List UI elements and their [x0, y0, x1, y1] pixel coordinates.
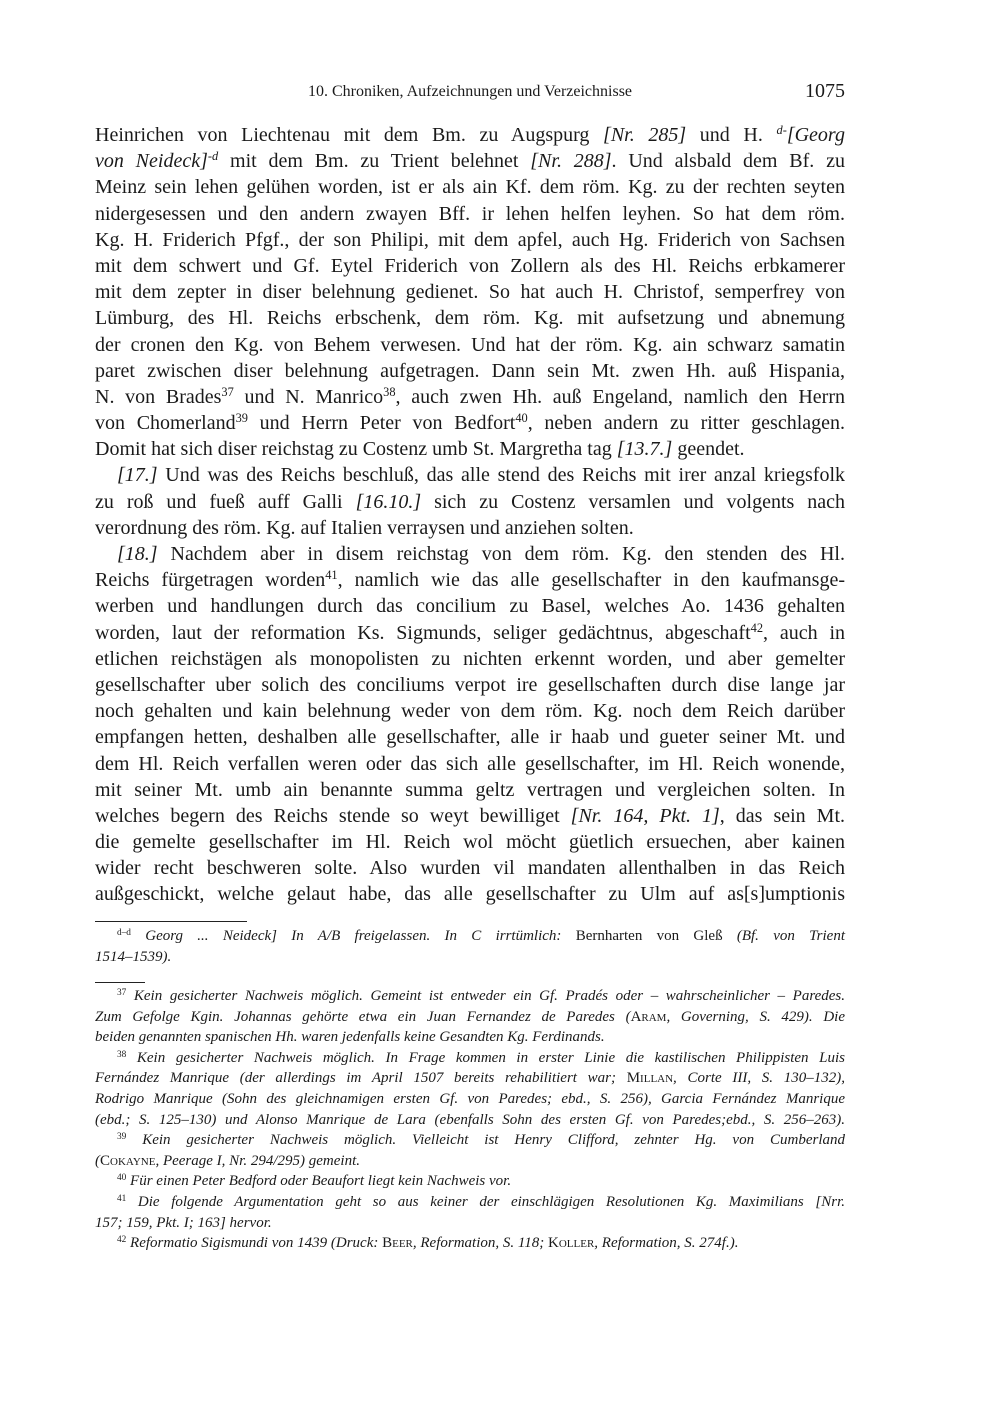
- text-line: [95, 541, 845, 567]
- text-line: [95, 672, 845, 698]
- text-segment: und Herrn Peter von Bedfort: [247, 412, 516, 435]
- italic-text: [Nr. 285]: [603, 124, 687, 146]
- text-line: [95, 201, 845, 227]
- apparatus-line: [95, 926, 845, 947]
- text-line: [95, 410, 845, 436]
- text-line: [95, 305, 845, 331]
- text-segment: die gemelte gesellschafter im Hl. Reich wol möcht güetlich ersuechen, aber kainen: [95, 831, 845, 854]
- footnote-marker: d-: [776, 123, 787, 138]
- text-segment: (Bf. von Trient: [736, 928, 846, 944]
- footnote-marker: 39: [117, 1132, 127, 1143]
- footnote-marker: 42: [750, 620, 764, 635]
- text-line: [95, 803, 845, 829]
- text-segment: (ebd.; S. 125–130) und Alonso Manrique de Lara (ebenfalls Sohn des ersten Gf. von Paredes;ebd., S. 256–263).: [95, 1111, 845, 1128]
- text-segment: geendet.: [672, 438, 745, 461]
- text-segment: , das sein Mt.: [719, 804, 845, 827]
- text-line: [95, 593, 845, 619]
- text-line: [95, 881, 845, 907]
- text-segment: Georg ... Neideck] In A/B freigelassen. In C irrtümlich:: [130, 928, 562, 944]
- text-segment: (: [95, 1152, 100, 1169]
- text-segment: werben und handlungen durch das concilium zu Basel, welches Ao. 1436 gehalten: [95, 595, 845, 618]
- text-segment: mit seiner Mt. umb ain benannte summa geltz vertragen und vergleichen solten. In: [95, 778, 845, 801]
- text-segment: Kein gesicherter Nachweis möglich. In Frage kommen in erster Linie die kastilischen Philippisten Luis: [126, 1049, 845, 1066]
- footnote-line: [95, 986, 845, 1007]
- footnote-line: [95, 1089, 845, 1110]
- footnote-line: [95, 1151, 845, 1172]
- footnote-line: [95, 1192, 845, 1213]
- footnote-marker: d–d: [117, 927, 131, 938]
- text-segment: von Chomerland: [95, 412, 236, 435]
- footnote-marker: 37: [117, 987, 127, 998]
- text-segment: Für einen Peter Bedford oder Beaufort liegt kein Nachweis vor.: [126, 1173, 512, 1190]
- footnote-line: [95, 1130, 845, 1151]
- text-segment: wider recht beschweren solte. Also wurden vil mandaten allenthalben in das Reich: [95, 857, 845, 880]
- text-line: [95, 148, 845, 174]
- text-line: [95, 777, 845, 803]
- text-segment: mit dem Bm. zu Trient belehnet: [218, 150, 531, 173]
- text-line: [95, 829, 845, 855]
- main-text: [95, 122, 845, 908]
- footnote-line: [95, 1213, 845, 1234]
- footnote-line: [95, 1171, 845, 1192]
- text-segment: und H.: [686, 124, 777, 146]
- text-line: [95, 174, 845, 200]
- text-segment: . Und alsbald dem Bf. zu: [611, 150, 845, 173]
- text-line: [95, 698, 845, 724]
- italic-text: [18.]: [117, 543, 158, 565]
- text-line: [95, 358, 845, 384]
- text-line: [95, 855, 845, 881]
- apparatus-divider: [95, 921, 247, 922]
- text-segment: der cronen den Kg. von Behem verwesen. Und hat der röm. Kg. ain schwarz samatin: [95, 333, 845, 356]
- text-segment: , auch in: [763, 621, 845, 644]
- text-segment: , Governing, S. 429). Die: [666, 1008, 845, 1025]
- critical-apparatus: [95, 926, 845, 967]
- text-segment: beiden genannten spanischen Hh. waren jedenfalls keine Gesandten Kg. Ferdinands.: [95, 1029, 605, 1046]
- text-line: [95, 279, 845, 305]
- text-segment: , auch zwen Hh. auß Engeland, namlich den Herrn: [395, 385, 845, 408]
- footnote-divider: [95, 982, 145, 983]
- text-segment: , Reformation, S. 274f.).: [594, 1235, 739, 1252]
- text-line: [95, 332, 845, 358]
- text-segment: worden, laut der reformation Ks. Sigmunds, seliger gedächtnus, abgeschaft: [95, 621, 751, 644]
- footnote-marker: 39: [235, 411, 248, 426]
- text-segment: Kg. H. Friderich Pfgf., der son Philipi, mit dem apfel, auch Hg. Friderich von Sachsen: [95, 228, 845, 251]
- footnote-line: [95, 1007, 845, 1028]
- author-name: Millan: [626, 1070, 674, 1087]
- text-segment: paret zwischen diser belehnung aufgetragen. Dann sein Mt. zwen Hh. auß Hispania,: [95, 359, 845, 382]
- text-segment: Lümburg, des Hl. Reichs erbschenk, dem röm. Kg. mit aufsetzung und abnemung: [95, 307, 845, 330]
- italic-text: [13.7.]: [616, 438, 673, 461]
- text-segment: N. von Brades: [95, 385, 222, 408]
- text-line: [95, 122, 845, 148]
- text-segment: Reichs fürgetragen worden: [95, 569, 326, 592]
- footnote-line: [95, 1110, 845, 1131]
- italic-text: [Georg: [786, 124, 845, 146]
- apparatus-line: [95, 947, 845, 968]
- text-line: [95, 489, 845, 515]
- footnote-marker: 38: [383, 385, 396, 400]
- text-line: [95, 436, 845, 462]
- text-segment: , Peerage I, Nr. 294/295) gemeint.: [155, 1152, 360, 1169]
- footnote-marker: 37: [221, 385, 234, 400]
- text-line: [95, 515, 845, 541]
- text-segment: mit dem zepter in diser belehnung gedienet. So hat auch H. Christof, semperfrey von: [95, 281, 845, 304]
- text-line: [95, 567, 845, 593]
- italic-text: [17.]: [117, 464, 158, 487]
- text-segment: mit dem schwert und Gf. Eytel Friderich von Zollern als des Hl. Reichs erbkamerer: [95, 254, 845, 277]
- text-segment: 1514–1539).: [95, 948, 172, 965]
- text-segment: zu roß und fueß auff Galli: [95, 490, 356, 513]
- text-segment: 157; 159, Pkt. I; 163] hervor.: [95, 1214, 272, 1231]
- text-segment: Kein gesicherter Nachweis möglich. Vielleicht ist Henry Clifford, zehnter Hg. von Cumberland: [126, 1132, 845, 1149]
- text-line: [95, 751, 845, 777]
- footnote-marker: 38: [117, 1049, 127, 1060]
- text-segment: Fernández Manrique (der allerdings im April 1507 bereits rehabilitiert war;: [95, 1070, 627, 1087]
- italic-text: [Nr. 164, Pkt. 1]: [570, 804, 720, 827]
- footnote-line: [95, 1233, 845, 1254]
- text-segment: dem Hl. Reich verfallen weren oder das sich alle gesellschafter, im Hl. Reich wonende,: [95, 752, 845, 775]
- text-segment: Domit hat sich diser reichstag zu Costenz umb St. Margretha tag: [95, 438, 617, 461]
- text-segment: Bernharten von Gleß: [561, 928, 737, 944]
- text-segment: Rodrigo Manrique (Sohn des gleichnamigen ersten Gf. von Paredes; ebd., S. 256), Garcia Fernández Manrique: [95, 1090, 845, 1107]
- running-header-title: 10. Chroniken, Aufzeichnungen und Verzeichnisse: [307, 83, 633, 100]
- footnote-marker: 40: [515, 411, 528, 426]
- italic-text: [16.10.]: [355, 490, 422, 513]
- text-segment: nidergesessen und den andern zwayen Bff. ir lehen helfen leyhen. So hat dem röm.: [95, 202, 845, 225]
- text-segment: außgeschickt, welche gelaut habe, das alle gesellschafter zu Ulm auf as[s]umptionis: [95, 883, 845, 906]
- author-name: Aram: [630, 1008, 667, 1025]
- text-segment: Heinrichen von Liechtenau mit dem Bm. zu Augspurg: [95, 124, 604, 146]
- text-segment: Die folgende Argumentation geht so aus keiner der einschlägigen Resolutionen Kg. Maximilians [Nrr.: [126, 1193, 845, 1210]
- italic-text: [Nr. 288]: [530, 150, 612, 173]
- footnote-marker: 42: [117, 1235, 127, 1246]
- footnote-line: [95, 1048, 845, 1069]
- author-name: Koller: [548, 1235, 595, 1252]
- text-line: [95, 646, 845, 672]
- text-segment: Kein gesicherter Nachweis möglich. Gemeint ist entweder ein Gf. Pradés oder – wahrscheinlicher – Paredes.: [126, 988, 845, 1004]
- text-segment: Und was des Reichs beschluß, das alle stend des Reichs mit irer anzal kriegsfolk: [157, 464, 845, 487]
- text-line: [95, 462, 845, 488]
- text-segment: , Corte III, S. 130–132),: [673, 1070, 846, 1087]
- text-line: [95, 620, 845, 646]
- text-segment: , Reformation, S. 118;: [412, 1235, 549, 1252]
- text-segment: , neben andern zu ritter geschlagen.: [527, 412, 846, 435]
- text-segment: Nachdem aber in disem reichstag von dem röm. Kg. den stenden des Hl.: [157, 543, 845, 565]
- author-name: Beer: [382, 1235, 413, 1252]
- text-segment: empfangen hetten, deshalben alle gesellschafter, alle ir haab und gueter seiner Mt. und: [95, 726, 845, 749]
- italic-text: von Neideck]: [95, 150, 208, 173]
- footnote-marker: 40: [117, 1173, 127, 1184]
- text-segment: sich zu Costenz versamlen und volgents nach: [421, 490, 845, 513]
- footnote-marker: 41: [117, 1193, 127, 1204]
- page-number: 1075: [805, 80, 845, 102]
- footnote-marker: 41: [325, 568, 338, 583]
- text-segment: Reformatio Sigismundi von 1439 (Druck:: [126, 1235, 383, 1252]
- text-segment: welches begern des Reichs stende so weyt bewilliget: [95, 804, 571, 827]
- footnote-line: [95, 1027, 845, 1048]
- text-line: [95, 724, 845, 750]
- text-segment: gesellschafter uber solich des conciliums verpot ire gesellschaften durch dise lange jar: [95, 673, 845, 696]
- text-segment: etlichen reichstägen als monopolisten zu nichten erkennt worden, und aber gemelter: [95, 647, 845, 670]
- text-segment: Meinz sein lehen gelühen worden, ist er als ain Kf. dem röm. Kg. zu der rechten seyten: [95, 176, 845, 199]
- text-line: [95, 253, 845, 279]
- text-line: [95, 384, 845, 410]
- text-segment: verordnung des röm. Kg. auf Italien verraysen und anziehen solten.: [95, 516, 634, 539]
- text-segment: und N. Manrico: [233, 385, 384, 408]
- footnote-marker: -d: [207, 149, 219, 164]
- text-segment: , namlich wie das alle gesellschafter in den kaufmansge-: [337, 569, 845, 592]
- text-segment: Zum Gefolge Kgin. Johannas gehörte etwa ein Juan Fernandez de Paredes (: [95, 1008, 631, 1025]
- footnotes: [95, 986, 845, 1254]
- text-line: [95, 227, 845, 253]
- footnote-line: [95, 1068, 845, 1089]
- author-name: Cokayne: [100, 1152, 156, 1169]
- text-segment: noch gehalten und kain belehnung weder von dem röm. Kg. noch dem Reich darüber: [95, 700, 845, 723]
